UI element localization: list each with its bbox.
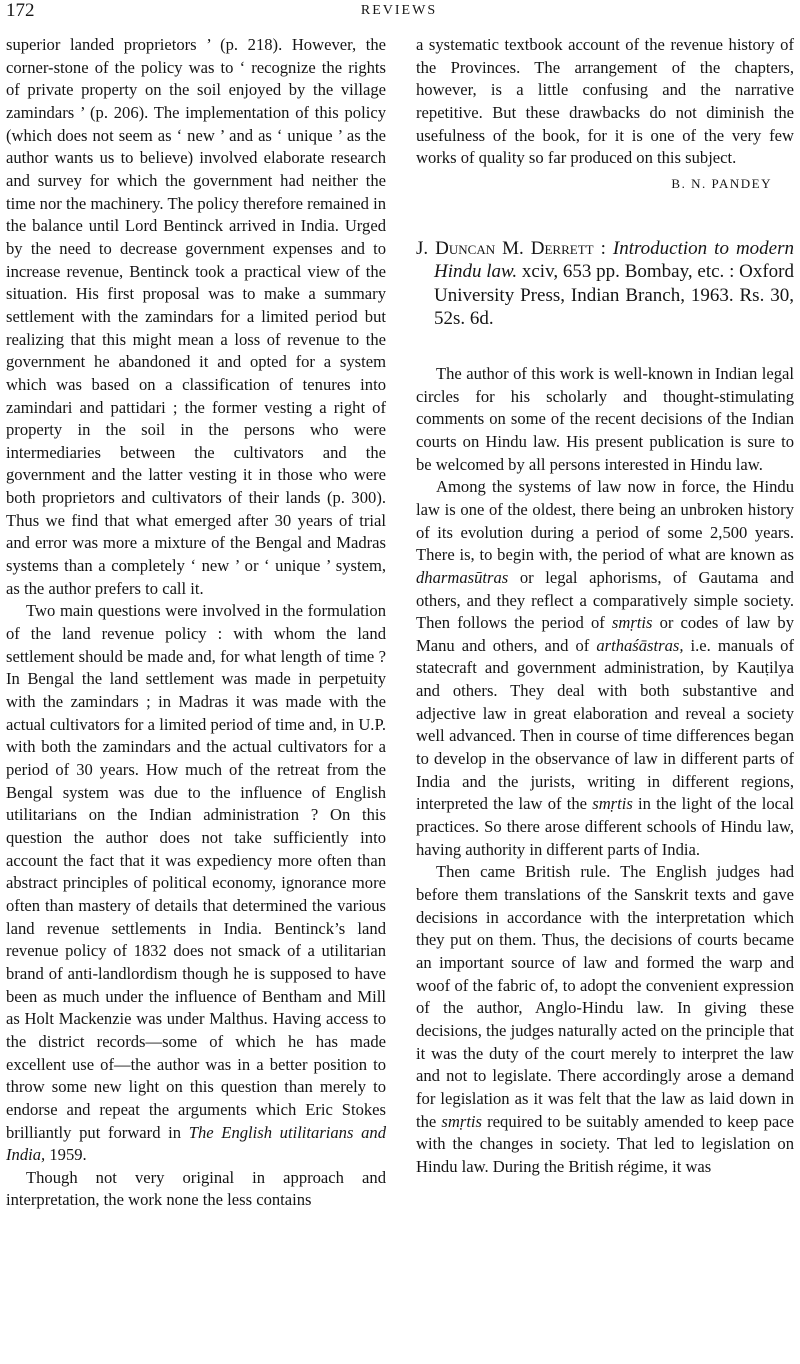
review-heading xyxy=(416,237,794,331)
term-smrtis: smṛtis xyxy=(611,613,653,633)
term-arthasastras: arthaśāstras, xyxy=(596,635,684,655)
term-smrtis: smṛtis xyxy=(441,1111,482,1131)
paragraph-text: or codes of law by Manu and others, and of xyxy=(416,613,794,655)
page-header xyxy=(6,0,792,22)
paragraph-text: Among the systems of law now in force, the Hindu law is one of the oldest, there being an unbroken history of its evolution during a period of some 2,500 years. There is, to begin with, the period of what are known as xyxy=(416,477,794,565)
left-column xyxy=(6,34,386,1212)
paragraph-continuation: superior landed proprietors ’ (p. 218). However, the corner-stone of the policy was to ‘ recognize the rights of private property on the soil enjoyed by the village zamindars ’ (p. 206). The implementation of this policy (which does not seem as ‘ new ’ and as ‘ unique ’ as the author wants us to believe) involved elaborate research and survey for which the government had neither the time nor the machinery. The policy therefore remained in the balance until Lord Bentinck arrived in India. Urged by the need to decrease government expenses and to increase revenue, Bentinck took a practical view of the situation. His first proposal was to make a summary settlement with the zamindars for a limited period but realizing that this might mean a loss of revenue to the government he abandoned it and opted for a system which was based on a classification of tenures into zamindari and pattidari ; the former vesting a right of property in the soil in the persons who were intermediaries between the cultivators and the government and the latter vesting it in those who were both proprietors and cultivators of their lands (p. 300). Thus we find that what emerged after 30 years of trial and error was more a mixture of the Bengal and Madras systems than a completely ‘ new ’ or ‘ unique ’ system, as the author prefers to call it. xyxy=(6,35,386,598)
review-book-details: xciv, 653 pp. Bombay, etc. : Oxford University Press, Indian Branch, 1963. Rs. 30, 52s. 6d. xyxy=(434,261,795,330)
paragraph-land-revenue-questions xyxy=(6,600,386,1166)
paragraph-conclusion-end: a systematic textbook account of the revenue history of the Provinces. The arrangement of the chapters, however, is a little confusing and the narrative repetitive. But these drawbacks do not diminish the usefulness of the book, for it is one of the very few works of quality so far produced on this subject. xyxy=(416,35,794,168)
review-book-author: J. Duncan M. Derrett : xyxy=(416,237,606,259)
paragraph-text: i.e. manuals of statecraft and government administration, by Kauṭilya and others. They deal with both substantive and adjective law in great elaboration and reveal a society well advanced. Then in course of time differences began to develop in the observance of law in different parts of India and the jurists, writing in different regions, interpreted the law of the xyxy=(416,635,795,814)
right-column xyxy=(416,34,794,1179)
cited-book-title: The English utilitarians and India, xyxy=(6,1122,386,1165)
paragraph-text: Two main questions were involved in the formulation of the land revenue policy : with whom the land settlement should be made and, for what length of time ? In Bengal the land settlement was made in perpetuity with the zamindars ; in Madras it was made with the actual cultivators for a limited period of time and, in U.P. with both the zamindars and the actual cultivators for a period of 30 years. How much of the retreat from the Bengal system was due to the influence of English utilitarians on the Indian administration ? On this question the author does not take sufficiently into account the fact that it was expediency more often than abstract principles of political economy, ignorance more often than mastery of details that determined the various land revenue settlements in India. Bentinck’s land revenue policy of 1832 does not smack of a utilitarian brand of anti-landlordism though he is supposed to have been as much under the influence of Bentham and Mill as Holt Mackenzie was under Malthus. Having access to the district records—some of which he has made excellent use of—the author was in a better position to throw some new light on this question than merely to endorse and repeat the arguments which Eric Stokes brilliantly put forward in xyxy=(6,601,386,1142)
review-book-title: Introduction to modern Hindu law. xyxy=(434,237,794,283)
review-body xyxy=(416,363,794,1179)
running-head: REVIEWS xyxy=(360,3,438,18)
term-dharmasutras: dharmasūtras xyxy=(416,567,509,587)
review-paragraph-british-rule xyxy=(416,861,794,1178)
term-smrtis: smṛtis xyxy=(592,794,633,814)
reviewer-signature: B. N. PANDEY xyxy=(671,175,772,191)
paragraph-conclusion-start: Though not very original in approach and interpretation, the work none the less contains xyxy=(6,1167,386,1210)
paragraph-text: or legal aphorisms, of Gautama and others, and they reflect a comparatively simple society. Then follows the period of xyxy=(416,567,794,633)
paragraph-text: in the light of the local practices. So there arose different schools of Hindu law, having authority in different parts of India. xyxy=(416,794,794,859)
page-number: 172 xyxy=(6,0,35,21)
paragraph-text: 1959. xyxy=(49,1145,87,1165)
paragraph-text: required to be suitably amended to keep pace with the changes in society. That led to legislation on Hindu law. During the British régime, it was xyxy=(416,1111,794,1176)
review-paragraph-intro: The author of this work is well-known in Indian legal circles for his scholarly and thought-stimulating comments on some of the recent decisions of the Indian courts on Hindu law. His present publication is sure to be welcomed by all persons interested in Hindu law. xyxy=(416,363,794,474)
paragraph-text: Then came British rule. The English judges had before them translations of the Sanskrit texts and gave decisions in accordance with the interpretation which they put on them. Thus, the decisions of courts became an important source of law and formed the warp and woof of the fabric of, to adopt the convenient expression of the author, Anglo-Hindu law. In giving these decisions, the judges naturally acted on the principle that it was the duty of the court merely to interpret the law and not to legislate. There accordingly arose a demand for legislation as it was felt that the law as laid down in the xyxy=(416,862,794,1131)
review-paragraph-history xyxy=(416,476,794,861)
